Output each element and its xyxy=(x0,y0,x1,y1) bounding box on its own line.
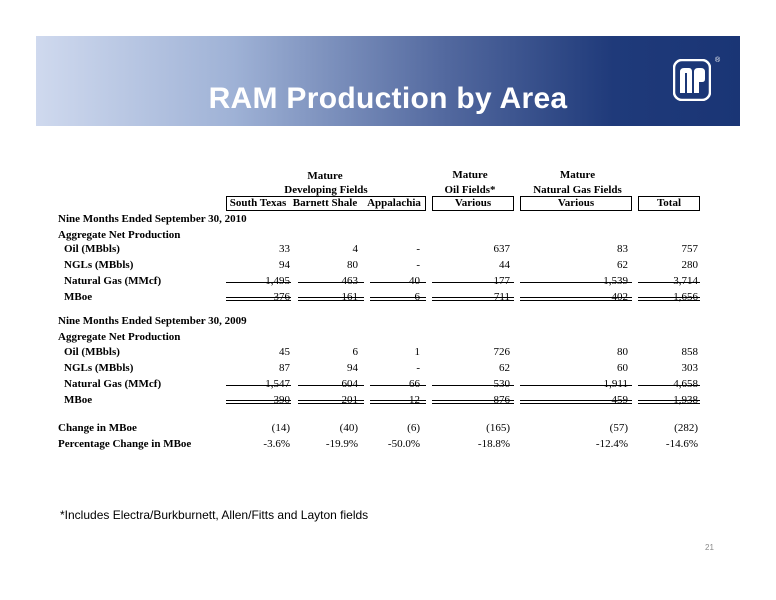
row-label: Natural Gas (MMcf) xyxy=(64,378,162,390)
table-cell: 376 xyxy=(273,291,290,303)
developing-fields-label: Developing Fields xyxy=(284,184,368,196)
double-underline xyxy=(370,297,426,301)
table-cell: 1,495 xyxy=(265,275,290,287)
underline xyxy=(370,385,426,386)
table-cell: 40 xyxy=(409,275,420,287)
table-cell: 459 xyxy=(611,394,628,406)
table-cell: 390 xyxy=(273,394,290,406)
table-cell: 1,547 xyxy=(265,378,290,390)
table-cell: 4 xyxy=(352,243,358,255)
double-underline xyxy=(520,400,632,404)
table-cell: 876 xyxy=(493,394,510,406)
table-cell: (40) xyxy=(339,422,358,434)
table-cell: 87 xyxy=(279,362,290,374)
footnote: *Includes Electra/Burkburnett, Allen/Fitts and Layton fields xyxy=(60,508,369,522)
table-cell: - xyxy=(416,362,420,374)
double-underline xyxy=(370,400,426,404)
table-cell: 402 xyxy=(611,291,628,303)
row-label: NGLs (MBbls) xyxy=(64,362,134,374)
page-title: RAM Production by Area xyxy=(208,82,568,115)
underline xyxy=(298,385,364,386)
table-cell: -3.6% xyxy=(263,438,290,450)
table-cell: 60 xyxy=(617,362,628,374)
section-2010-subheading: Aggregate Net Production xyxy=(58,229,181,241)
underline xyxy=(432,385,514,386)
table-cell: 66 xyxy=(409,378,420,390)
table-cell: 726 xyxy=(493,346,510,358)
double-underline xyxy=(432,400,514,404)
table-cell: 637 xyxy=(493,243,510,255)
double-underline xyxy=(298,297,364,301)
table-cell: -14.6% xyxy=(665,438,698,450)
section-2010-heading: Nine Months Ended September 30, 2010 xyxy=(58,213,247,225)
table-cell: 1,911 xyxy=(603,378,628,390)
table-cell: 530 xyxy=(493,378,510,390)
table-cell: -12.4% xyxy=(595,438,628,450)
col-barnett-shale: Barnett Shale xyxy=(292,197,358,209)
mature-gas-bottom-label: Natural Gas Fields xyxy=(533,184,622,196)
underline xyxy=(226,282,291,283)
col-various-gas: Various xyxy=(557,197,595,209)
table-cell: 6 xyxy=(352,346,358,358)
row-label: MBoe xyxy=(64,394,93,406)
table-cell: 62 xyxy=(617,259,628,271)
table-cell: (14) xyxy=(271,422,290,434)
underline xyxy=(520,282,632,283)
table-cell: 94 xyxy=(347,362,358,374)
table-cell: (6) xyxy=(407,422,420,434)
registered-mark-icon: ® xyxy=(715,57,721,64)
underline xyxy=(298,282,364,283)
double-underline xyxy=(638,297,700,301)
table-cell: 83 xyxy=(617,243,628,255)
mature-oil-bottom-label: Oil Fields* xyxy=(444,184,496,196)
table-cell: 757 xyxy=(681,243,698,255)
double-underline xyxy=(298,400,364,404)
table-cell: 45 xyxy=(279,346,290,358)
table-cell: 711 xyxy=(493,291,510,303)
table-cell: 1,938 xyxy=(673,394,698,406)
table-cell: -50.0% xyxy=(387,438,420,450)
row-label: Oil (MBbls) xyxy=(64,243,120,255)
row-label: NGLs (MBbls) xyxy=(64,259,134,271)
table-cell: 44 xyxy=(499,259,510,271)
table-cell: 604 xyxy=(341,378,358,390)
company-logo-icon xyxy=(673,59,711,101)
page-number: 21 xyxy=(705,543,714,552)
table-cell: 161 xyxy=(341,291,358,303)
mature-oil-top-label: Mature xyxy=(452,169,488,181)
double-underline xyxy=(226,297,291,301)
col-south-texas: South Texas xyxy=(229,197,287,209)
table-cell: (165) xyxy=(486,422,510,434)
table-cell: 94 xyxy=(279,259,290,271)
section-2009-subheading: Aggregate Net Production xyxy=(58,331,181,343)
mature-oil-header-line1: Mature xyxy=(307,170,343,182)
underline xyxy=(432,282,514,283)
double-underline xyxy=(226,400,291,404)
underline xyxy=(638,385,700,386)
title-banner xyxy=(36,36,740,126)
table-cell: 80 xyxy=(347,259,358,271)
table-cell: 3,714 xyxy=(673,275,698,287)
mature-gas-top-label: Mature xyxy=(559,169,596,181)
table-cell: - xyxy=(416,243,420,255)
table-cell: 62 xyxy=(499,362,510,374)
row-label: Natural Gas (MMcf) xyxy=(64,275,162,287)
col-total: Total xyxy=(656,197,682,209)
table-cell: 1,656 xyxy=(673,291,698,303)
table-cell: 33 xyxy=(279,243,290,255)
double-underline xyxy=(432,297,514,301)
table-cell: 1,539 xyxy=(603,275,628,287)
col-appalachia: Appalachia xyxy=(367,197,421,209)
row-label: Oil (MBbls) xyxy=(64,346,120,358)
table-cell: 858 xyxy=(681,346,698,358)
table-cell: 4,658 xyxy=(673,378,698,390)
table-cell: 1 xyxy=(414,346,420,358)
table-cell: -18.8% xyxy=(477,438,510,450)
table-cell: 6 xyxy=(414,291,420,303)
row-label: MBoe xyxy=(64,291,93,303)
table-cell: -19.9% xyxy=(325,438,358,450)
table-cell: 280 xyxy=(681,259,698,271)
table-cell: - xyxy=(416,259,420,271)
table-cell: 463 xyxy=(341,275,358,287)
underline xyxy=(638,282,700,283)
underline xyxy=(226,385,291,386)
table-cell: 12 xyxy=(409,394,420,406)
row-label: Percentage Change in MBoe xyxy=(58,438,192,450)
section-2009-heading: Nine Months Ended September 30, 2009 xyxy=(58,315,247,327)
table-cell: 80 xyxy=(617,346,628,358)
table-cell: 177 xyxy=(493,275,510,287)
double-underline xyxy=(520,297,632,301)
underline xyxy=(370,282,426,283)
table-cell: (282) xyxy=(674,422,698,434)
row-label: Change in MBoe xyxy=(58,422,137,434)
table-cell: 201 xyxy=(341,394,358,406)
table-cell: 303 xyxy=(681,362,698,374)
underline xyxy=(520,385,632,386)
col-various-oil: Various xyxy=(454,197,492,209)
double-underline xyxy=(638,400,700,404)
table-cell: (57) xyxy=(609,422,628,434)
